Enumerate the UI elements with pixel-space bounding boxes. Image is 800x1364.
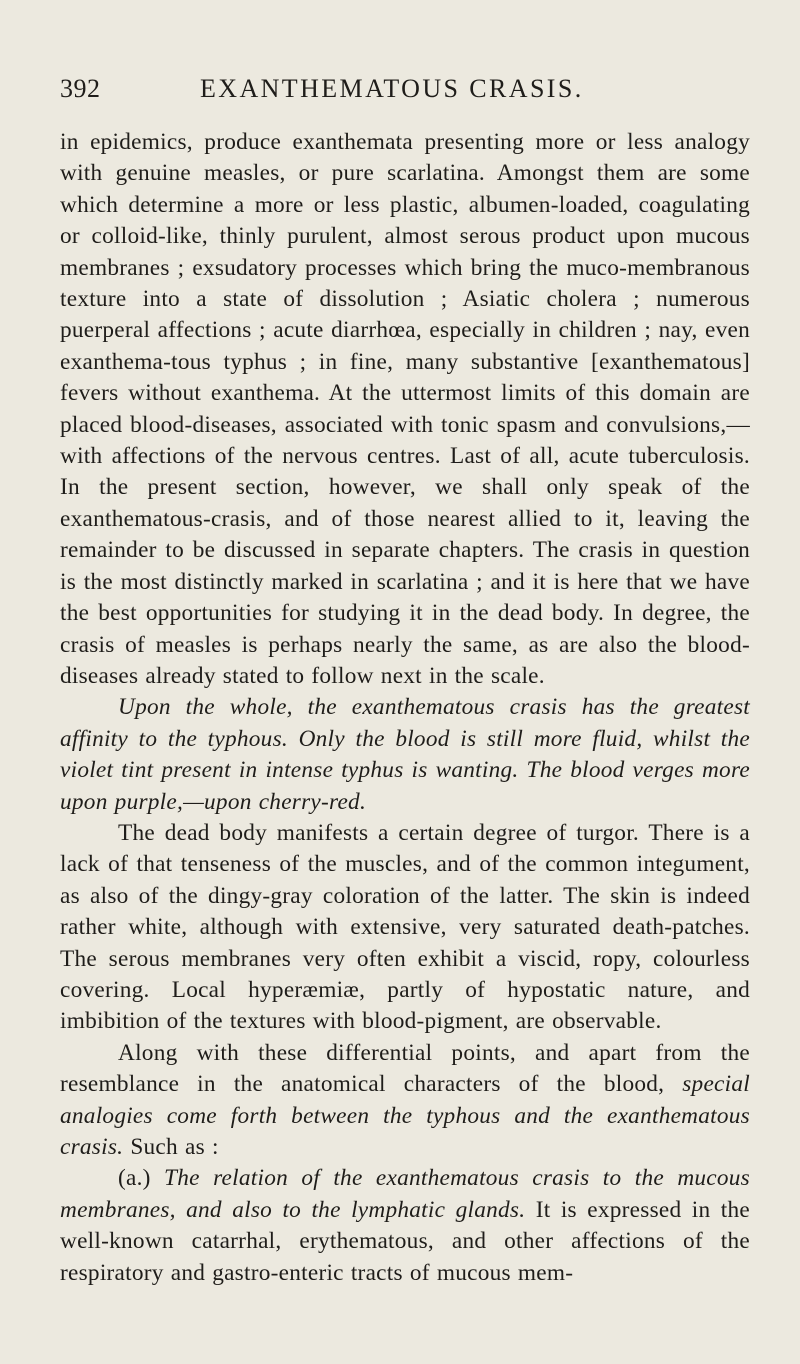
paragraph-epidemics: in epidemics, produce exanthemata presenting more or less analogy with genuine measles, or pure scarlatina. Amongst them are some which determine a more or less plastic, albumen-loaded, coagulating or colloid-like, thinly purulent, almost serous product upon mucous membranes ; exsudatory processes which bring the muco-membranous texture into a state of dissolution ; Asiatic cholera ; numerous puerperal affections ; acute diarrhœa, especially in children ; nay, even exanthema-tous typhus ; in fine, many substantive [exanthematous] fevers without exanthema. At the uttermost limits of this domain are placed blood-diseases, associated with tonic spasm and convulsions,—with affections of the nervous centres. Last of all, acute tuberculosis. In the present section, however, we shall only speak of the exanthematous-crasis, and of those nearest allied to it, leaving the remainder to be discussed in separate chapters. The crasis in question is the most distinctly marked in scarlatina ; and it is here that we have the best opportunities for studying it in the dead body. In degree, the crasis of measles is perhaps nearly the same, as are also the blood-diseases already stated to follow next in the scale. xyxy=(60,129,750,689)
such-as-text: Such as : xyxy=(130,1134,219,1160)
differential-points-start: Along with these differential points, and apart from the resemblance in the anatomical characters of the blood, xyxy=(60,1039,750,1098)
mucous-membrane-continuation: It is expressed in the well-known catarrhal, erythematous, and other affections of the respiratory and gastro-enteric tracts of mucous mem- xyxy=(60,1196,750,1286)
special-analogies-italic: special analogies come forth between the typhous and the exanthematous crasis. xyxy=(60,1071,750,1160)
paragraph-dead-body: The dead body manifests a certain degree of turgor. There is a lack of that tenseness of the muscles, and of the common integument, as also of the dingy-gray coloration of the latter. The skin is indeed rather white, although with extensive, very saturated death-patches. The serous membranes very often exhibit a viscid, ropy, colourless covering. Local hyperæmiæ, partly of hypostatic nature, and imbibition of the textures with blood-pigment, are observable. xyxy=(60,819,750,1035)
item-label-a: (a.) xyxy=(118,1165,151,1192)
paragraph-differential-points xyxy=(60,1038,750,1164)
body-text xyxy=(60,127,750,1289)
running-title: EXANTHEMATOUS CRASIS. xyxy=(200,74,584,103)
running-head xyxy=(60,74,748,104)
paragraph-affinity-typhous: Upon the whole, the exanthematous crasis has the greatest affinity to the typhous. Only the blood is still more fluid, whilst the violet tint present in intense typhus is wanting. The blood verges more upon purple,—upon cherry-red. xyxy=(60,694,750,815)
paragraph-mucous-membranes xyxy=(60,1163,750,1289)
mucous-membrane-relation-italic: The relation of the exanthematous crasis to the mucous membranes, and also to the lymphatic glands. xyxy=(60,1165,750,1223)
page-number: 392 xyxy=(60,74,101,103)
